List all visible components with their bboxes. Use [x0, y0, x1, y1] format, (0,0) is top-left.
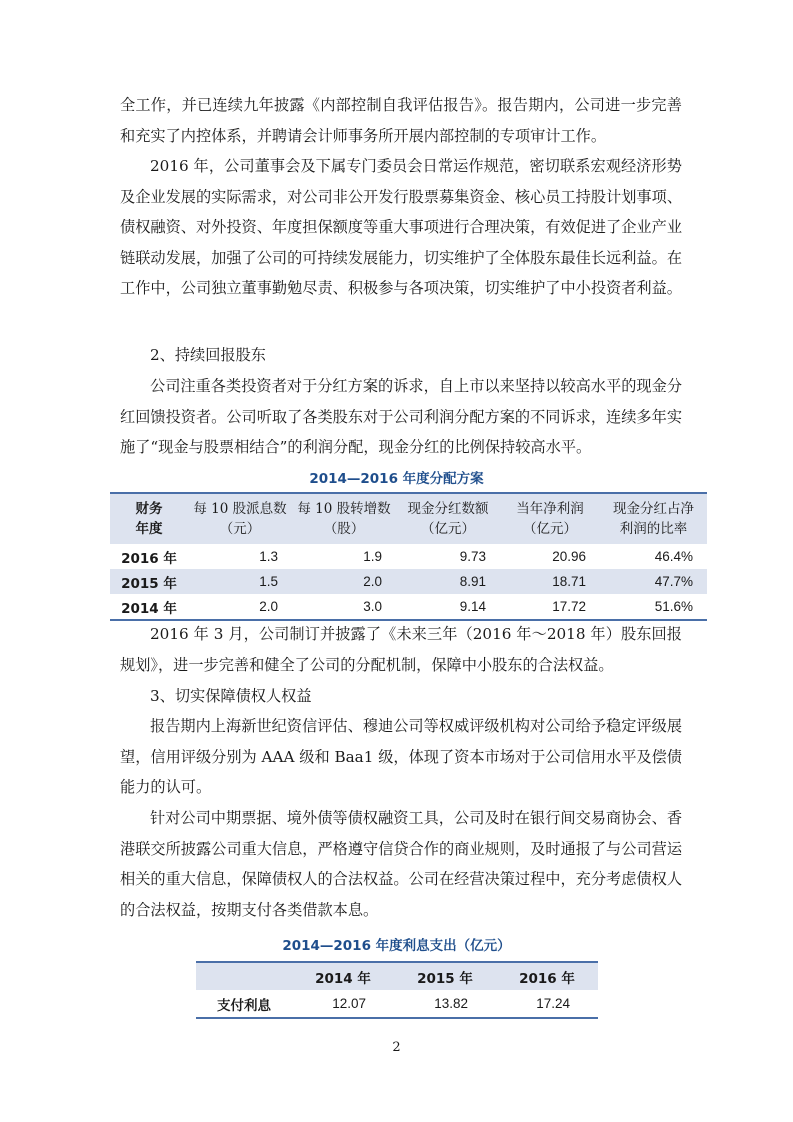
row-year: 2016 年 [121, 550, 177, 567]
cell-bonus-per-10: 1.9 [363, 549, 382, 564]
header-dividend-per-10-line1: 每 10 股派息数 [193, 501, 287, 517]
dividend-table [110, 492, 707, 621]
row-year: 2015 年 [110, 569, 188, 594]
paragraph-debt-disclosure: 针对公司中期票据、境外债等债权融资工具，公司及时在银行间交易商协会、香港联交所披露公司重大信息，严格遵守信贷合作的商业规则，及时通报了与公司营运相关的重大信息，保障债权人的合法权益。公司在经营决策过程中，充分考虑债权人的合法权益，按期支付各类借款本息。 [120, 809, 682, 919]
section-heading-shareholder-returns: 2、持续回报股东 [150, 346, 266, 364]
cell-dividend-per-10: 2.0 [259, 599, 278, 614]
paragraph-internal-control: 全工作，并已连续九年披露《内部控制自我评估报告》。报告期内，公司进一步完善和充实了内控体系，并聘请会计师事务所开展内部控制的专项审计工作。 [120, 96, 682, 145]
header-bonus-per-10 [292, 493, 396, 544]
header-year-2015: 2015 年 [394, 962, 496, 990]
paragraph-dividend-policy: 公司注重各类投资者对于分红方案的诉求，自上市以来坚持以较高水平的现金分红回馈投资者。公司听取了各类股东对于公司利润分配方案的不同诉求，连续多年实施了“现金与股票相结合”的利润分配，现金分红的比例保持较高水平。 [120, 377, 682, 456]
header-payout-ratio-line1: 现金分红占净 [613, 501, 694, 517]
cell-cash-dividend: 9.73 [459, 549, 486, 564]
interest-2015: 13.82 [434, 996, 468, 1011]
cell-payout-ratio: 47.7% [600, 569, 707, 594]
cell-dividend-per-10: 1.5 [188, 569, 292, 594]
cell-payout-ratio: 46.4% [654, 549, 693, 564]
header-bonus-per-10-line2: （股） [323, 521, 365, 537]
row-year: 2014 年 [121, 600, 177, 617]
page-number: 2 [392, 1040, 401, 1055]
header-dividend-per-10 [188, 493, 292, 544]
section-heading-creditor-rights: 3、切实保障债权人权益 [150, 687, 312, 705]
header-payout-ratio [600, 493, 707, 544]
cell-net-profit: 18.71 [500, 569, 600, 594]
header-cash-dividend [396, 493, 500, 544]
header-dividend-per-10-line2: （元） [219, 521, 261, 537]
interest-row-label: 支付利息 [217, 997, 271, 1014]
interest-table-header [196, 962, 598, 990]
header-cash-dividend-line2: （亿元） [421, 521, 475, 537]
header-year-2014: 2014 年 [292, 962, 394, 990]
header-empty [196, 962, 292, 990]
header-net-profit-line2: （亿元） [523, 521, 577, 537]
header-fiscal-year-line1: 财务 [135, 501, 163, 517]
header-year-2016: 2016 年 [496, 962, 598, 990]
header-fiscal-year [110, 493, 188, 544]
paragraph-return-plan: 2016 年 3 月，公司制订并披露了《未来三年（2016 年～2018 年）股东回报规划》，进一步完善和健全了公司的分配机制，保障中小股东的合法权益。 [120, 625, 682, 674]
paragraph-credit-ratings: 报告期内上海新世纪资信评估、穆迪公司等权威评级机构对公司给予稳定评级展望，信用评级分别为 AAA 级和 Baa1 级，体现了资本市场对于公司信用水平及偿债能力的认可。 [120, 717, 682, 796]
interest-table-title: 2014—2016 年度利息支出（亿元） [282, 938, 511, 954]
dividend-table-header [110, 493, 707, 544]
cell-bonus-per-10: 3.0 [363, 599, 382, 614]
header-payout-ratio-line2: 利润的比率 [619, 521, 688, 537]
cell-cash-dividend: 9.14 [459, 599, 486, 614]
interest-table [196, 961, 598, 1019]
header-net-profit [500, 493, 600, 544]
cell-dividend-per-10: 1.3 [259, 549, 278, 564]
cell-net-profit: 17.72 [552, 599, 586, 614]
interest-row [196, 990, 598, 1018]
dividend-row-2015 [110, 569, 707, 594]
cell-payout-ratio: 51.6% [654, 599, 693, 614]
dividend-row-2016 [110, 544, 707, 569]
dividend-row-2014 [110, 594, 707, 620]
header-bonus-per-10-line1: 每 10 股转增数 [297, 501, 391, 517]
dividend-table-title: 2014—2016 年度分配方案 [309, 471, 484, 487]
paragraph-board-operations: 2016 年，公司董事会及下属专门委员会日常运作规范，密切联系宏观经济形势及企业发展的实际需求，对公司非公开发行股票募集资金、核心员工持股计划事项、债权融资、对外投资、年度担保额度等重大事项进行合理决策，有效促进了企业产业链联动发展，加强了公司的可持续发展能力，切实维护了全体股东最佳长远利益。在工作中，公司独立董事勤勉尽责、积极参与各项决策，切实维护了中小投资者利益。 [120, 157, 682, 297]
cell-cash-dividend: 8.91 [396, 569, 500, 594]
header-net-profit-line1: 当年净利润 [516, 501, 584, 517]
cell-bonus-per-10: 2.0 [292, 569, 396, 594]
header-cash-dividend-line1: 现金分红数额 [407, 501, 489, 517]
header-fiscal-year-line2: 年度 [135, 521, 163, 537]
cell-net-profit: 20.96 [552, 549, 586, 564]
interest-2016: 17.24 [536, 996, 570, 1011]
interest-2014: 12.07 [332, 996, 366, 1011]
